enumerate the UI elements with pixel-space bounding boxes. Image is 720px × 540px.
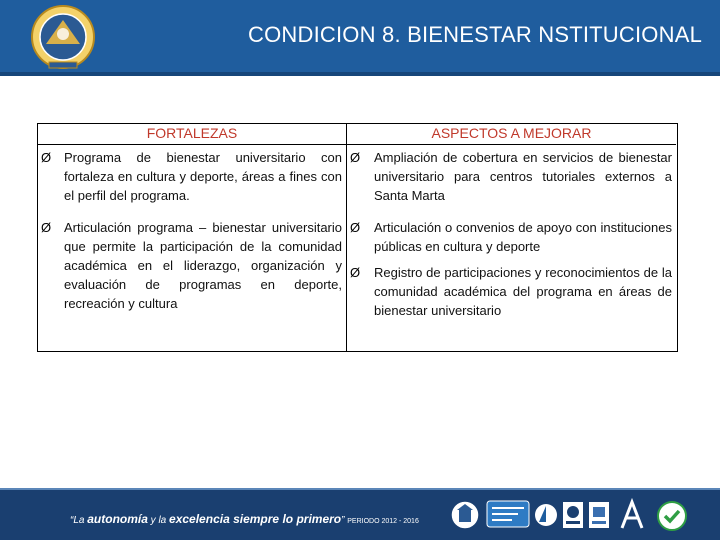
strengths-list bbox=[38, 148, 346, 313]
list-item: Ø Ampliación de cobertura en servicios de bienestar universitario para centros tutoriales externos a Santa Marta bbox=[350, 150, 672, 203]
building-icon bbox=[450, 498, 480, 532]
arrow-bullet-icon: Ø bbox=[350, 220, 361, 235]
list-item: Ø Registro de participaciones y reconocimientos de la comunidad académica del programa en áreas de bienestar universitario bbox=[350, 265, 672, 318]
arrow-bullet-icon: Ø bbox=[350, 150, 361, 165]
footer-stripe bbox=[0, 488, 720, 490]
accreditation-banner-icon bbox=[486, 498, 530, 532]
improvements-column bbox=[347, 124, 676, 351]
footer-badges bbox=[436, 492, 720, 538]
list-item: Ø Articulación programa – bienestar universitario que permite la participación de la comunidad académica en el liderazgo, organización y evaluación de programas en deporte, recreación y cultura bbox=[41, 220, 342, 311]
footer-period: PERIODO 2012 - 2016 bbox=[347, 518, 419, 525]
arrow-bullet-icon: Ø bbox=[41, 220, 52, 235]
certification-icon bbox=[562, 500, 584, 530]
quality-cert-icon bbox=[588, 500, 610, 530]
list-item: Ø Programa de bienestar universitario con fortaleza en cultura y deporte, áreas a fines con el perfil del programa. bbox=[41, 150, 342, 203]
checkmark-seal-icon bbox=[656, 500, 688, 532]
university-seal-icon bbox=[24, 4, 102, 70]
arrow-bullet-icon: Ø bbox=[41, 150, 52, 165]
comparison-table bbox=[37, 123, 678, 352]
list-item: Ø Articulación o convenios de apoyo con instituciones públicas en cultura y deporte bbox=[350, 220, 672, 254]
improvements-heading: ASPECTOS A MEJORAR bbox=[347, 124, 676, 145]
improvements-list bbox=[347, 148, 676, 320]
arrow-bullet-icon: Ø bbox=[350, 265, 361, 280]
strengths-heading: FORTALEZAS bbox=[38, 124, 346, 145]
strengths-column bbox=[38, 124, 347, 351]
footer-slogan: “La autonomía y la excelencia siempre lo primero” PERIODO 2012 - 2016 bbox=[70, 512, 419, 526]
acreditacion-letter-icon bbox=[614, 494, 650, 536]
header-divider bbox=[0, 72, 720, 76]
page-title: CONDICION 8. BIENESTAR NSTITUCIONAL bbox=[248, 22, 702, 47]
sail-seal-icon bbox=[534, 498, 558, 532]
